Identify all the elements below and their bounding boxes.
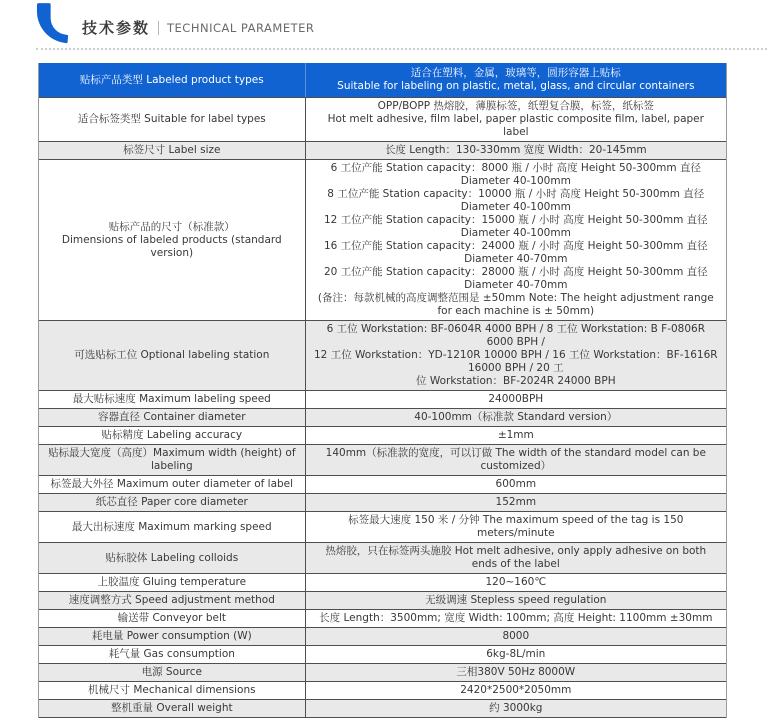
text-line: 20 工位产能 Station capacity：28000 瓶 / 小时 高度 Height 50-300mm 直径 Diameter 40-70mm [323,266,708,291]
param-value [306,628,726,645]
table-row [39,682,726,700]
table-row [39,592,726,610]
table-row [39,445,726,476]
param-label [39,682,306,699]
table-row [39,574,726,592]
table-row [39,391,726,409]
text-line: OPP/BOPP 热熔胶，薄膜标签，纸塑复合膜，标签，纸标签 [377,100,654,112]
param-value [306,700,726,717]
param-label [39,160,306,320]
text-line: 输送带 Conveyor belt [117,612,226,624]
text-line: 贴标产品类型 Labeled product types [79,73,264,86]
param-value [306,427,726,444]
param-label [39,427,306,444]
text-line: 贴标产品的尺寸（标准款） [108,220,235,233]
param-value [306,592,726,609]
text-line: 可选贴标工位 Optional labeling station [74,349,270,361]
text-line: 容器直径 Container diameter [98,411,246,423]
param-value [306,142,726,159]
text-line: 8 工位产能 Station capacity：10000 瓶 / 小时 高度 Height 50-300mm 直径 Diameter 40-100mm [327,188,705,213]
text-line: 上胶温度 Gluing temperature [97,576,247,588]
text-line: 12 工位 Workstation：YD-1210R 10000 BPH / 16 工位 Workstation：BF-1616R 16000 BPH / 20 工 [314,349,718,374]
text-line: 140mm（标准款的宽度，可以订做 The width of the standard model can be customized） [325,447,706,472]
text-line: 120~160℃ [485,576,547,588]
param-label [39,628,306,645]
text-line: 三相380V 50Hz 8000W [456,666,576,678]
text-line: ±1mm [497,429,534,441]
text-line: 贴标胶体 Labeling colloids [105,551,239,564]
table-row [39,543,726,574]
text-line: 纸芯直径 Paper core diameter [95,496,248,508]
text-line: 机械尺寸 Mechanical dimensions [87,684,256,696]
text-line: 8000 [502,630,530,642]
text-line: 耗气量 Gas consumption [108,648,235,660]
table-row [39,628,726,646]
param-value [306,321,726,390]
param-value [306,512,726,542]
param-value [306,646,726,663]
text-line: 电源 Source [141,666,202,678]
text-line: 40-100mm（标准款 Standard version） [414,411,618,423]
text-line: 最大贴标速度 Maximum labeling speed [72,393,271,405]
param-label [39,63,306,97]
text-line: 长度 Length：3500mm; 宽度 Width: 100mm; 高度 Height: 1100mm ±30mm [319,612,713,624]
text-line: Hot melt adhesive, film label, paper plastic composite film, label, paper label [327,113,704,138]
param-label [39,98,306,141]
table-row [39,664,726,682]
param-value [306,63,726,97]
section-title-en: TECHNICAL PARAMETER [167,20,315,35]
table-row [39,700,726,718]
param-value [306,664,726,681]
param-value [306,610,726,627]
text-line: 耗电量 Power consumption (W) [91,630,252,642]
table-row [39,98,726,142]
section-titlebar [36,2,314,44]
param-label [39,664,306,681]
text-line: 标签最大外径 Maximum outer diameter of label [50,478,294,490]
table-row [39,494,726,512]
table-row [39,512,726,543]
param-label [39,445,306,475]
table-row [39,427,726,445]
param-label [39,142,306,159]
text-line: 16 工位产能 Station capacity：24000 瓶 / 小时 高度 Height 50-300mm 直径 Diameter 40-70mm [323,240,708,265]
text-line: 约 3000kg [489,702,543,714]
table-row [39,476,726,494]
brand-accent-icon [36,2,70,44]
table-row [39,321,726,391]
parameter-table [38,63,727,718]
text-line: 6 工位 Workstation: BF-0604R 4000 BPH / 8 工位 Workstation: B F-0806R 6000 BPH / [326,323,705,348]
text-line: Suitable for labeling on plastic, metal, glass, and circular containers [337,80,695,92]
param-value [306,543,726,573]
table-header-row [39,63,726,98]
table-row [39,160,726,321]
text-line: 12 工位产能 Station capacity：15000 瓶 / 小时 高度 Height 50-300mm 直径 Diameter 40-100mm [323,214,708,239]
text-line: 6 工位产能 Station capacity：8000 瓶 / 小时 高度 Height 50-300mm 直径 Diameter 40-100mm [330,162,701,187]
param-label [39,321,306,390]
param-value [306,98,726,141]
text-line: 24000BPH [488,393,544,405]
section-title-zh: 技术参数 [82,19,151,37]
text-line: 贴标精度 Labeling accuracy [101,429,243,441]
param-value [306,409,726,426]
param-label [39,476,306,493]
param-label [39,646,306,663]
table-row [39,610,726,628]
param-label [39,543,306,573]
param-value [306,476,726,493]
text-line: 位 Workstation：BF-2024R 24000 BPH [415,375,616,387]
param-label [39,409,306,426]
title-divider [158,21,159,35]
text-line: 适合在塑料，金属，玻璃等，圆形容器上贴标 [410,67,621,79]
param-value [306,574,726,591]
param-value [306,494,726,511]
param-label [39,391,306,408]
table-row [39,409,726,427]
text-line: 标签尺寸 Label size [123,144,221,156]
text-line: 2420*2500*2050mm [460,684,572,696]
param-label [39,494,306,511]
text-line: 最大出标速度 Maximum marking speed [71,520,272,533]
param-label [39,592,306,609]
table-row [39,646,726,664]
text-line: 标签最大速度 150 米 / 分钟 The maximum speed of the tag is 150 meters/minute [348,514,684,539]
param-label [39,512,306,542]
text-line: 长度 Length：130-330mm 宽度 Width：20-145mm [384,144,647,156]
text-line: 适合标签类型 Suitable for label types [77,113,266,125]
text-line: 整机重量 Overall weight [111,702,233,714]
text-line: 6kg-8L/min [486,648,546,660]
param-value [306,391,726,408]
param-label [39,700,306,717]
param-label [39,610,306,627]
text-line: 152mm [495,496,537,508]
param-value [306,445,726,475]
text-line: (备注：每款机械的高度调整范围是 ±50mm Note: The height adjustment range for each machine is ± 50mm) [317,292,714,317]
text-line: 无级调速 Stepless speed regulation [425,594,607,606]
param-value [306,160,726,320]
text-line: 热熔胶，只在标签两头施胶 Hot melt adhesive, only apply adhesive on both ends of the label [325,545,707,570]
section-title [82,17,314,44]
param-value [306,682,726,699]
table-row [39,142,726,160]
text-line: 速度调整方式 Speed adjustment method [68,594,275,606]
text-line: Dimensions of labeled products (standard version) [61,233,282,259]
param-label [39,574,306,591]
dotted-divider [36,48,767,50]
text-line: 贴标最大宽度（高度）Maximum width (height) of labeling [48,447,296,472]
text-line: 600mm [495,478,537,490]
